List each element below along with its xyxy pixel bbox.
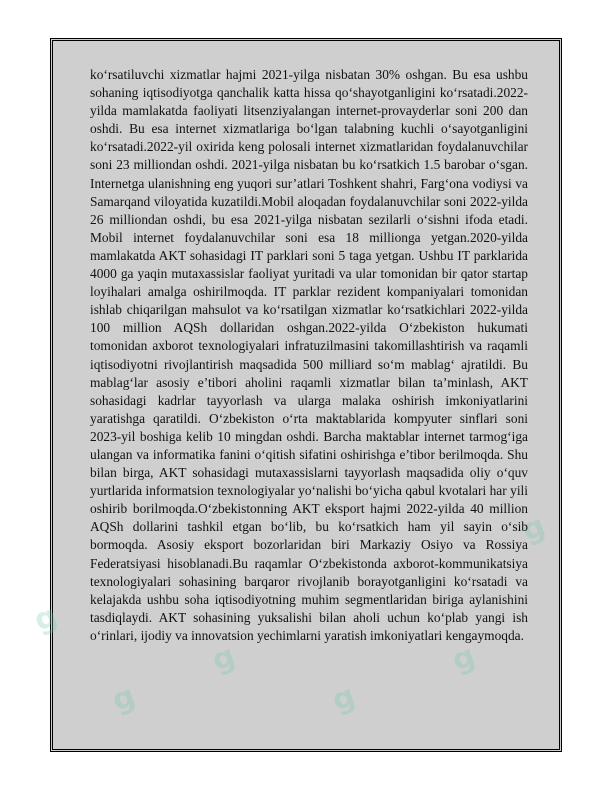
document-body [90, 66, 528, 645]
watermark-logo: g [207, 638, 240, 679]
watermark-logo: g [29, 598, 62, 639]
watermark-logo: g [107, 678, 140, 719]
body-paragraph: ko‘rsatiluvchi xizmatlar hajmi 2021-yilga nisbatan 30% oshgan. Bu esa ushbu sohaning iqtisodiyotga qanchalik katta hissa qo‘shayotganligini ko‘rsatadi.2022-yilda mamlakatda faoliyati litsenziyalangan internet-provayderlar soni 200 dan oshdi. Bu esa internet xizmatlariga bo‘lgan talabning kuchli o‘sayotganligini ko‘rsatadi.2022-yil oxirida keng polosali internet xizmatlaridan foydalanuvchilar soni 23 milliondan oshdi. 2021-yilga nisbatan bu ko‘rsatkich 1.5 barobar o‘sgan. Internetga ulanishning eng yuqori sur’atlari Toshkent shahri, Farg‘ona vodiysi va Samarqand viloyatida kuzatildi.Mobil aloqadan foydalanuvchilar soni 2022-yilda 26 milliondan oshdi, bu esa 2021-yilga nisbatan sezilarli o‘sishni ifoda etadi. Mobil internet foydalanuvchilar soni esa 18 millionga yetgan.2020-yilda mamlakatda AKT sohasidagi IT parklari soni 5 taga yetgan. Ushbu IT parklarida 4000 ga yaqin mutaxassislar faoliyat yuritadi va ular tomonidan bir qator startap loyihalari amalga oshirilmoqda. IT parklar rezident kompaniyalari tomonidan ishlab chiqarilgan mahsulot va ko‘rsatilgan xizmatlar ko‘rsatkichlari 2022-yilda 100 million AQSh dollaridan oshgan.2022-yilda O‘zbekiston hukumati tomonidan axborot texnologiyalari infratuzilmasini takomillashtirish va raqamli iqtisodiyotni rivojlantirish maqsadida 500 milliard so‘m mablag‘ ajratildi. Bu mablag‘lar asosiy e’tibori aholini raqamli xizmatlar bilan ta’minlash, AKT sohasidagi kadrlar tayyorlash va ularga malaka oshirish imkoniyatlarini yaratishga qaratildi. O‘zbekiston o‘rta maktablarida kompyuter sinflari soni 2023-yil boshiga kelib 10 mingdan oshdi. Barcha maktablar internet tarmog‘iga ulangan va informatika fanini o‘qitish sifatini oshirishga e’tibor berilmoqda. Shu bilan birga, AKT sohasidagi mutaxassislarni tayyorlash maqsadida oliy o‘quv yurtlarida informatsion texnologiyalar yo‘nalishi bo‘yicha qabul kvotalari har yili oshirib borilmoqda.O‘zbekistonning AKT eksport hajmi 2022-yilda 40 million AQSh dollarini tashkil etgan bo‘lib, bu ko‘rsatkich ham yil sayin o‘sib bormoqda. Asosiy eksport bozorlaridan biri Markaziy Osiyo va Rossiya Federatsiyasi hisoblanadi.Bu raqamlar O‘zbekistonda axborot-kommunikatsiya texnologiyalari sohasining barqaror rivojlanib borayotganligini ko‘rsatadi va kelajakda ushbu soha iqtisodiyotning muhim segmentlaridan biriga aylanishini tasdiqlaydi. AKT sohasining yuksalishi bilan aholi uchun ko‘plab yangi ish o‘rinlari, ijodiy va innovatsion yechimlarni yaratish imkoniyatlari kengaymoqda. [90, 67, 528, 643]
page-frame [29, 38, 562, 752]
watermark-logo: g [327, 678, 360, 719]
watermark-logo: g [517, 508, 550, 549]
watermark-logo: g [447, 638, 480, 679]
